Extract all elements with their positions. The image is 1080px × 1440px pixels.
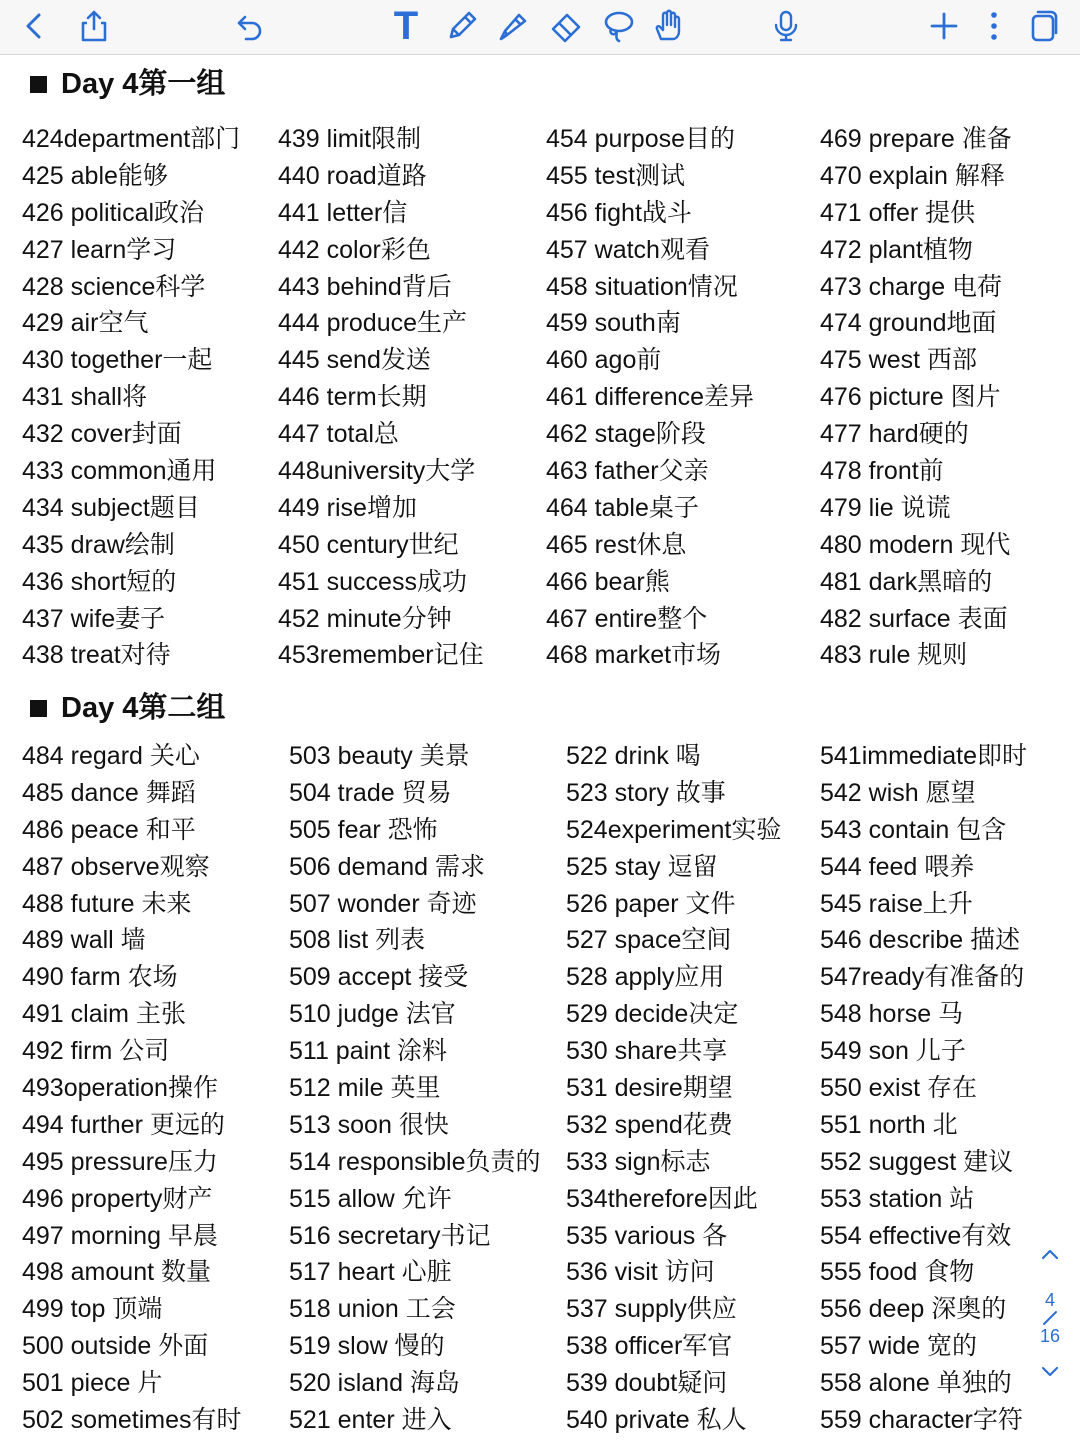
vocab-item: 533 sign标志 [566, 1147, 711, 1176]
vocab-item: 481 dark黑暗的 [820, 567, 993, 596]
vocab-item: 536 visit 访问 [566, 1258, 715, 1287]
vocab-item: 550 exist 存在 [820, 1074, 978, 1103]
vocab-item: 462 stage阶段 [546, 420, 706, 449]
vocab-item: 520 island 海岛 [289, 1369, 460, 1398]
vocab-item: 456 fight战斗 [546, 198, 692, 227]
vocab-item: 470 explain 解释 [820, 161, 1005, 190]
vocab-item: 467 entire整个 [546, 604, 708, 633]
vocab-item: 482 surface 表面 [820, 604, 1008, 633]
vocab-item: 461 difference差异 [546, 383, 754, 412]
vocab-item: 479 lie 说谎 [820, 493, 951, 522]
vocab-item: 491 claim 主张 [22, 1000, 186, 1029]
vocab-item: 430 together一起 [22, 346, 213, 375]
group-heading [30, 690, 225, 726]
vocab-item: 542 wish 愿望 [820, 778, 976, 807]
vocab-item: 530 share共享 [566, 1037, 728, 1066]
vocab-item: 515 allow 允许 [289, 1184, 452, 1213]
vocab-item: 432 cover封面 [22, 420, 182, 449]
vocab-item: 493operation操作 [22, 1074, 218, 1103]
group-title: Day 4第二组 [61, 692, 226, 724]
vocab-item: 486 peace 和平 [22, 815, 196, 844]
vocab-item: 449 rise增加 [278, 493, 417, 522]
highlighter-icon[interactable] [492, 6, 536, 46]
vocab-item: 510 judge 法官 [289, 1000, 456, 1029]
word-column [278, 121, 484, 674]
word-column [566, 738, 781, 1439]
vocab-item: 459 south南 [546, 309, 681, 338]
vocab-item: 532 spend花费 [566, 1110, 733, 1139]
vocab-item: 508 list 列表 [289, 926, 426, 955]
vocab-item: 463 father父亲 [546, 457, 709, 486]
word-column [22, 738, 242, 1439]
vocab-item: 483 rule 规则 [820, 641, 968, 670]
vocab-item: 485 dance 舞蹈 [22, 778, 196, 807]
vocab-item: 513 soon 很快 [289, 1110, 449, 1139]
vocab-item: 468 market市场 [546, 641, 722, 670]
vocab-item: 471 offer 提供 [820, 198, 976, 227]
vocab-item: 541immediate即时 [820, 742, 1028, 770]
vocab-item: 435 draw绘制 [22, 530, 175, 559]
vocab-item: 507 wonder 奇迹 [289, 889, 477, 918]
vocab-item: 519 slow 慢的 [289, 1332, 445, 1361]
vocab-item: 426 political政治 [22, 198, 205, 227]
eraser-icon[interactable] [544, 6, 588, 46]
vocab-item: 538 officer军官 [566, 1332, 733, 1361]
vocab-item: 476 picture 图片 [820, 383, 1001, 412]
vocab-item: 428 science科学 [22, 272, 206, 301]
vocab-item: 433 common通用 [22, 457, 217, 486]
vocab-item: 460 ago前 [546, 346, 662, 375]
vocab-item: 425 able能够 [22, 161, 168, 190]
current-page-number: 4 [1044, 1290, 1055, 1310]
vocab-item: 498 amount 数量 [22, 1258, 211, 1287]
vocab-item: 545 raise上升 [820, 889, 973, 918]
vocab-item: 499 top 顶端 [22, 1295, 163, 1324]
vocab-item: 451 success成功 [278, 567, 467, 596]
vocab-item: 450 century世纪 [278, 530, 459, 559]
vocab-item: 441 letter信 [278, 198, 408, 227]
page-divider-icon [1040, 1310, 1060, 1326]
vocab-item: 457 watch观看 [546, 235, 710, 264]
add-icon[interactable] [922, 6, 966, 46]
vocab-item: 453remember记住 [278, 641, 484, 670]
vocab-item: 477 hard硬的 [820, 420, 969, 449]
bullet-square-icon [30, 76, 47, 93]
vocab-item: 555 food 食物 [820, 1258, 975, 1287]
vocab-item: 455 test测试 [546, 161, 685, 190]
vocab-item: 445 send发送 [278, 346, 431, 375]
vocab-item: 529 decide决定 [566, 1000, 739, 1029]
word-column [22, 121, 240, 674]
vocab-item: 537 supply供应 [566, 1295, 737, 1324]
page-indicator[interactable] [1030, 1246, 1070, 1380]
vocab-item: 516 secretary书记 [289, 1221, 491, 1250]
vocab-item: 557 wide 宽的 [820, 1332, 978, 1361]
vocab-item: 501 piece 片 [22, 1369, 163, 1398]
vocab-item: 500 outside 外面 [22, 1332, 209, 1361]
vocab-item: 429 air空气 [22, 309, 149, 338]
group-heading [30, 66, 225, 102]
vocab-item: 509 accept 接受 [289, 963, 469, 992]
vocab-item: 548 horse 马 [820, 1000, 964, 1029]
vocab-item: 547ready有准备的 [820, 963, 1025, 992]
vocab-item: 434 subject题目 [22, 493, 200, 522]
vocab-item: 444 produce生产 [278, 309, 468, 338]
pencil-icon[interactable] [440, 6, 484, 46]
vocab-item: 443 behind背后 [278, 272, 452, 301]
vocab-item: 559 character字符 [820, 1406, 1023, 1435]
vocab-item: 447 total总 [278, 420, 399, 449]
share-icon[interactable] [72, 6, 116, 46]
vocab-item: 466 bear熊 [546, 567, 670, 596]
vocab-item: 473 charge 电荷 [820, 272, 1003, 301]
more-icon[interactable] [972, 6, 1016, 46]
vocab-item: 496 property财产 [22, 1184, 213, 1213]
vocab-item: 440 road道路 [278, 161, 427, 190]
vocab-item: 490 farm 农场 [22, 963, 178, 992]
vocab-item: 439 limit限制 [278, 125, 422, 153]
vocab-item: 512 mile 英里 [289, 1074, 441, 1103]
vocab-item: 521 enter 进入 [289, 1406, 452, 1435]
vocab-item: 495 pressure压力 [22, 1147, 218, 1176]
vocab-item: 504 trade 贸易 [289, 778, 452, 807]
lasso-icon[interactable] [596, 6, 640, 46]
vocab-item: 489 wall 墙 [22, 926, 146, 955]
back-chevron-icon[interactable] [12, 6, 56, 46]
vocab-item: 427 learn学习 [22, 235, 177, 264]
vocab-item: 526 paper 文件 [566, 889, 736, 918]
vocab-item: 518 union 工会 [289, 1295, 456, 1324]
vocab-item: 546 describe 描述 [820, 926, 1021, 955]
vocab-item: 522 drink 喝 [566, 742, 701, 770]
chevron-up-icon[interactable] [1040, 1246, 1060, 1262]
bullet-square-icon [30, 700, 47, 717]
vocab-item: 478 front前 [820, 457, 944, 486]
word-column [546, 121, 754, 674]
vocab-item: 543 contain 包含 [820, 815, 1007, 844]
vocab-item: 431 shall将 [22, 383, 148, 412]
vocab-item: 553 station 站 [820, 1184, 975, 1213]
vocab-item: 437 wife妻子 [22, 604, 166, 633]
vocab-item: 506 demand 需求 [289, 852, 485, 881]
vocab-item: 454 purpose目的 [546, 125, 736, 153]
microphone-icon[interactable] [764, 6, 808, 46]
vocab-item: 469 prepare 准备 [820, 125, 1012, 153]
vocab-item: 525 stay 逗留 [566, 852, 718, 881]
vocab-item: 487 observe观察 [22, 852, 210, 881]
vocab-item: 480 modern 现代 [820, 530, 1011, 559]
undo-icon[interactable] [228, 6, 272, 46]
vocab-item: 556 deep 深奥的 [820, 1295, 1007, 1324]
vocab-item: 517 heart 心脏 [289, 1258, 452, 1287]
vocab-item: 497 morning 早晨 [22, 1221, 218, 1250]
vocab-item: 494 further 更远的 [22, 1110, 225, 1139]
word-column [820, 738, 1027, 1439]
vocab-item: 527 space空间 [566, 926, 732, 955]
word-column [820, 121, 1012, 674]
text-tool-icon[interactable]: T [393, 3, 419, 48]
vocab-item: 558 alone 单独的 [820, 1369, 1012, 1398]
vocab-item: 484 regard 关心 [22, 742, 200, 770]
hand-icon[interactable] [646, 6, 690, 46]
vocab-item: 551 north 北 [820, 1110, 958, 1139]
vocab-item: 448university大学 [278, 457, 476, 486]
vocab-item: 502 sometimes有时 [22, 1406, 242, 1435]
group-title: Day 4第一组 [61, 68, 226, 100]
vocab-item: 535 various 各 [566, 1221, 728, 1250]
vocab-item: 436 short短的 [22, 567, 177, 596]
vocab-item: 524experiment实验 [566, 815, 782, 844]
total-pages-number: 16 [1039, 1326, 1061, 1346]
vocab-item: 503 beauty 美景 [289, 742, 470, 770]
vocab-item: 488 future 未来 [22, 889, 192, 918]
vocab-item: 552 suggest 建议 [820, 1147, 1014, 1176]
vocab-item: 492 firm 公司 [22, 1037, 170, 1066]
vocab-item: 523 story 故事 [566, 778, 726, 807]
vocab-item: 554 effective有效 [820, 1221, 1012, 1250]
vocab-item: 528 apply应用 [566, 963, 725, 992]
vocab-item: 465 rest休息 [546, 530, 687, 559]
vocab-item: 549 son 儿子 [820, 1037, 966, 1066]
vocab-item: 511 paint 涂料 [289, 1037, 447, 1066]
vocab-item: 438 treat对待 [22, 641, 171, 670]
vocab-item: 539 doubt疑问 [566, 1369, 728, 1398]
vocab-item: 531 desire期望 [566, 1074, 733, 1103]
vocab-item: 424department部门 [22, 125, 241, 153]
vocab-item: 442 color彩色 [278, 235, 431, 264]
vocab-item: 544 feed 喂养 [820, 852, 975, 881]
toolbar [0, 0, 1080, 55]
vocab-item: 514 responsible负责的 [289, 1147, 541, 1176]
vocab-item: 452 minute分钟 [278, 604, 452, 633]
pages-icon[interactable] [1022, 6, 1066, 46]
vocab-item: 472 plant植物 [820, 235, 973, 264]
vocab-item: 540 private 私人 [566, 1406, 747, 1435]
vocab-item: 464 table桌子 [546, 493, 699, 522]
vocab-item: 446 term长期 [278, 383, 427, 412]
vocab-item: 534therefore因此 [566, 1184, 758, 1213]
word-column [289, 738, 541, 1439]
vocab-item: 458 situation情况 [546, 272, 738, 301]
vocab-item: 505 fear 恐怖 [289, 815, 438, 844]
vocab-item: 474 ground地面 [820, 309, 997, 338]
vocab-item: 475 west 西部 [820, 346, 978, 375]
chevron-down-icon[interactable] [1040, 1364, 1060, 1380]
